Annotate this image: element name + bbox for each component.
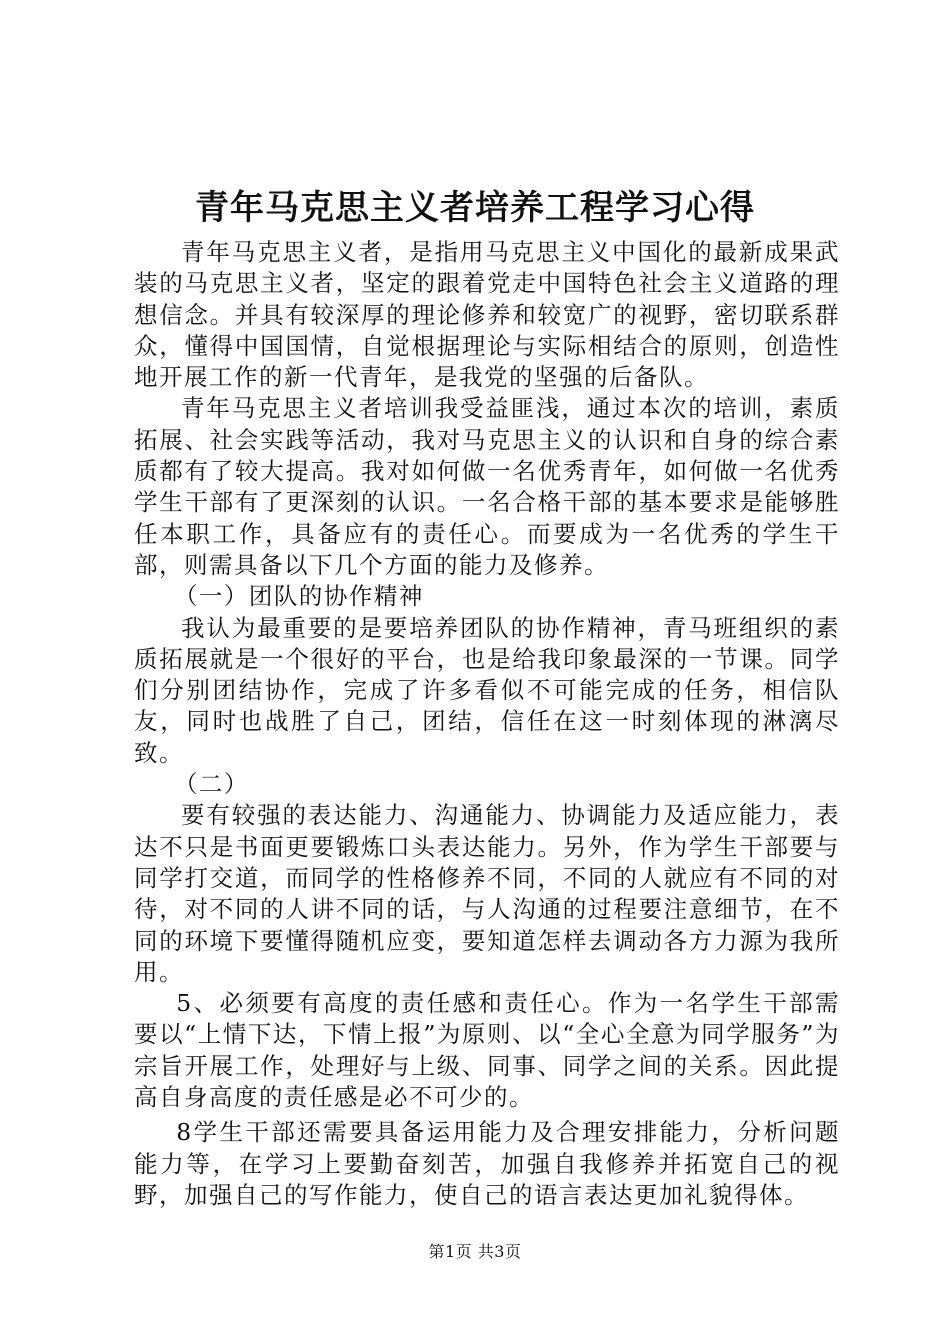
document-body <box>134 237 840 1211</box>
paragraph-intro: 青年马克思主义者，是指用马克思主义中国化的最新成果武装的马克思主义者，坚定的跟着党走中国特色社会主义道路的理想信念。并具有较深厚的理论修养和较宽广的视野，密切联系群众，懂得中国国情，自觉根据理论与实际相结合的原则，创造性地开展工作的新一代青年，是我党的坚强的后备队。 <box>134 238 840 392</box>
paragraph-responsibility: 5、必须要有高度的责任感和责任心。作为一名学生干部需要以“上情下达，下情上报”为原则、以“全心全意为同学服务”为宗旨开展工作，处理好与上级、同事、同学之间的关系。因此提高自身高度的责任感是必不可少的。 <box>134 989 840 1112</box>
paragraph-training: 青年马克思主义者培训我受益匪浅，通过本次的培训，素质拓展、社会实践等活动，我对马克思主义的认识和自身的综合素质都有了较大提高。我对如何做一名优秀青年，如何做一名优秀学生干部有了更深刻的认识。一名合格干部的基本要求是能够胜任本职工作，具备应有的责任心。而要成为一名优秀的学生干部，则需具备以下几个方面的能力及修养。 <box>134 394 840 579</box>
paragraph-abilities: 8学生干部还需要具备运用能力及合理安排能力，分析问题能力等，在学习上要勤奋刻苦，加强自我修养并拓宽自己的视野，加强自己的写作能力，使自己的语言表达更加礼貌得体。 <box>134 1118 840 1209</box>
paragraph-communication: 要有较强的表达能力、沟通能力、协调能力及适应能力，表达不只是书面更要锻炼口头表达能力。另外，作为学生干部要与同学打交道，而同学的性格修养不同，不同的人就应有不同的对待，对不同的人讲不同的话，与人沟通的过程要注意细节，在不同的环境下要懂得随机应变，要知道怎样去调动各方力源为我所用。 <box>134 801 840 986</box>
document-title: 青年马克思主义者培养工程学习心得 <box>195 188 755 228</box>
section-heading-2: （二） <box>173 770 249 799</box>
section-heading-1: （一）团队的协作精神 <box>173 582 424 611</box>
paragraph-teamwork: 我认为最重要的是要培养团队的协作精神，青马班组织的素质拓展就是一个很好的平台，也是给我印象最深的一节课。同学们分别团结协作，完成了许多看似不可能完成的任务，相信队友，同时也战胜了自己，团结，信任在这一时刻体现的淋漓尽致。 <box>134 613 840 767</box>
page-number-footer: 第1页 共3页 <box>428 1242 522 1261</box>
